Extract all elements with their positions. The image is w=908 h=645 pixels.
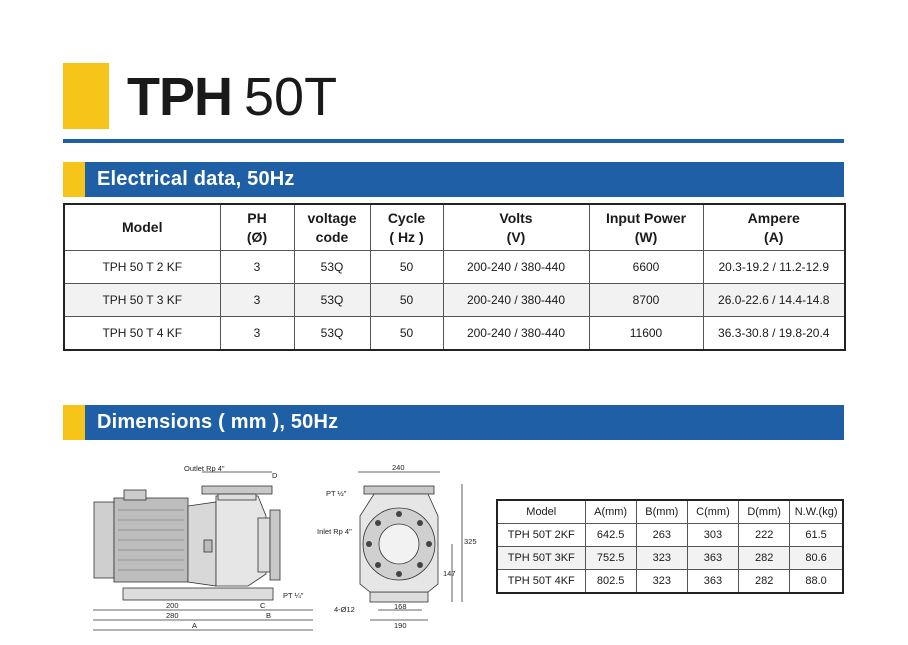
cell-voltage-code: 53Q (294, 251, 370, 284)
cell-d: 222 (739, 524, 790, 547)
cell-d: 282 (739, 547, 790, 570)
title-model-series: TPH (127, 67, 232, 127)
header-ampere: Ampere (A) (703, 204, 845, 251)
table-row (497, 570, 843, 594)
cell-weight: 88.0 (790, 570, 843, 594)
cell-model: TPH 50 T 4 KF (64, 317, 220, 351)
header-volts: Volts (V) (443, 204, 589, 251)
pump-side-view (93, 472, 313, 630)
cell-weight: 80.6 (790, 547, 843, 570)
label-280: 280 (166, 611, 179, 620)
label-240: 240 (392, 463, 405, 472)
cell-input-power: 11600 (589, 317, 703, 351)
cell-ampere: 26.0-22.6 / 14.4-14.8 (703, 284, 845, 317)
cell-weight: 61.5 (790, 524, 843, 547)
electrical-section-title: Electrical data, 50Hz (97, 168, 295, 190)
dimensions-section-header (63, 405, 844, 440)
cell-c: 303 (687, 524, 738, 547)
cell-ph: 3 (220, 317, 294, 351)
label-pt-quarter: PT ¼" (283, 591, 304, 600)
table-row (497, 524, 843, 547)
table-header-row (64, 204, 845, 251)
electrical-data-table (63, 203, 846, 351)
electrical-section-header (63, 162, 844, 197)
header-b: B(mm) (636, 500, 687, 524)
table-row (64, 251, 845, 284)
cell-a: 642.5 (585, 524, 636, 547)
cell-d: 282 (739, 570, 790, 594)
pump-front-view (358, 472, 462, 620)
cell-ampere: 20.3-19.2 / 11.2-12.9 (703, 251, 845, 284)
cell-cycle: 50 (370, 284, 443, 317)
cell-b: 323 (636, 547, 687, 570)
cell-cycle: 50 (370, 317, 443, 351)
label-outlet: Outlet Rp 4" (184, 464, 225, 473)
label-200: 200 (166, 601, 179, 610)
label-holes: 4-Ø12 (334, 605, 355, 614)
cell-voltage-code: 53Q (294, 284, 370, 317)
cell-b: 323 (636, 570, 687, 594)
cell-input-power: 6600 (589, 251, 703, 284)
header-voltage-code: voltage code (294, 204, 370, 251)
table-row (64, 284, 845, 317)
cell-volts: 200-240 / 380-440 (443, 284, 589, 317)
cell-cycle: 50 (370, 251, 443, 284)
header-a: A(mm) (585, 500, 636, 524)
header-weight: N.W.(kg) (790, 500, 843, 524)
cell-input-power: 8700 (589, 284, 703, 317)
label-190: 190 (394, 621, 407, 630)
section-accent-tab (63, 162, 85, 197)
cell-model: TPH 50T 3KF (497, 547, 585, 570)
page-title (127, 66, 337, 128)
label-168: 168 (394, 602, 407, 611)
label-pt-half: PT ½" (326, 489, 347, 498)
label-147: 147 (443, 569, 456, 578)
cell-model: TPH 50T 4KF (497, 570, 585, 594)
label-325: 325 (464, 537, 477, 546)
header-ph: PH (Ø) (220, 204, 294, 251)
cell-a: 802.5 (585, 570, 636, 594)
cell-a: 752.5 (585, 547, 636, 570)
label-a: A (192, 621, 198, 630)
pump-dimension-drawing (88, 458, 480, 636)
header-input-power: Input Power (W) (589, 204, 703, 251)
cell-voltage-code: 53Q (294, 317, 370, 351)
cell-ph: 3 (220, 284, 294, 317)
dimensions-table (496, 499, 844, 594)
label-c: C (260, 601, 266, 610)
header-cycle: Cycle ( Hz ) (370, 204, 443, 251)
label-inlet: Inlet Rp 4" (317, 527, 352, 536)
cell-ph: 3 (220, 251, 294, 284)
cell-c: 363 (687, 570, 738, 594)
label-b: B (266, 611, 272, 620)
cell-ampere: 36.3-30.8 / 19.8-20.4 (703, 317, 845, 351)
section-accent-tab (63, 405, 85, 440)
title-divider (63, 139, 844, 143)
header-c: C(mm) (687, 500, 738, 524)
table-header-row (497, 500, 843, 524)
header-model: Model (497, 500, 585, 524)
table-row (64, 317, 845, 351)
table-row (497, 547, 843, 570)
header-model: Model (64, 204, 220, 251)
cell-c: 363 (687, 547, 738, 570)
cell-model: TPH 50 T 3 KF (64, 284, 220, 317)
cell-volts: 200-240 / 380-440 (443, 251, 589, 284)
header-d: D(mm) (739, 500, 790, 524)
title-model-number: 50T (244, 67, 338, 127)
label-d: D (272, 471, 278, 480)
cell-model: TPH 50T 2KF (497, 524, 585, 547)
cell-volts: 200-240 / 380-440 (443, 317, 589, 351)
title-accent-block (63, 63, 109, 129)
dimensions-section-title: Dimensions ( mm ), 50Hz (97, 411, 339, 433)
cell-model: TPH 50 T 2 KF (64, 251, 220, 284)
cell-b: 263 (636, 524, 687, 547)
